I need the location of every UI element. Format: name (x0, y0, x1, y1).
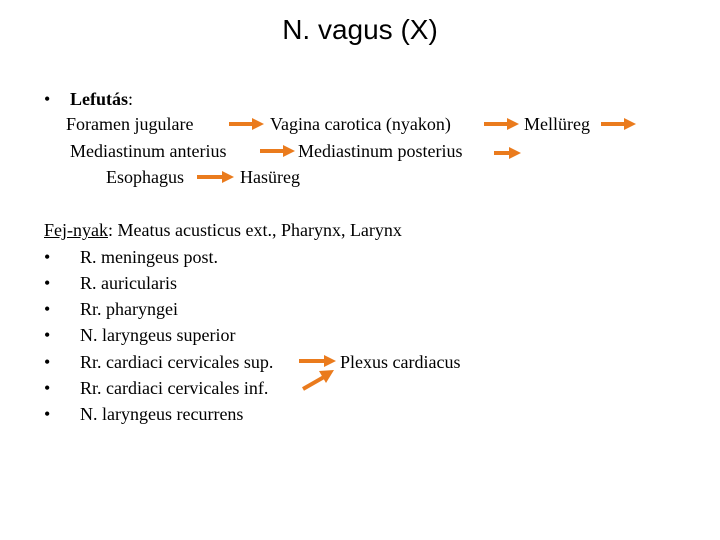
lefutas-label: Lefutás (70, 89, 128, 109)
arrow-right-icon (298, 354, 338, 368)
branch-auricularis: R. auricularis (80, 273, 177, 293)
arrow-right-icon (493, 146, 523, 160)
fejnyak-label: Fej-nyak (44, 220, 108, 240)
route-mediastinum-posterius: Mediastinum posterius (298, 141, 463, 161)
slide-title: N. vagus (X) (282, 14, 438, 45)
lefutas-bullet: • (44, 89, 51, 109)
route-foramen-jugulare: Foramen jugulare (66, 114, 194, 134)
arrow-right-icon (600, 117, 638, 131)
list-bullet: • (44, 247, 51, 267)
route-esophagus: Esophagus (106, 167, 184, 187)
lefutas-colon: : (128, 89, 134, 109)
route-vagina-carotica: Vagina carotica (nyakon) (270, 114, 451, 134)
fejnyak-heading (44, 219, 402, 241)
arrow-right-icon (483, 117, 521, 131)
lefutas-heading (70, 88, 133, 110)
arrow-right-icon (228, 117, 266, 131)
branch-laryngeus-superior: N. laryngeus superior (80, 325, 236, 345)
arrow-right-icon (259, 144, 297, 158)
branch-cardiaci-sup: Rr. cardiaci cervicales sup. (80, 352, 274, 372)
arrow-right-icon (196, 170, 236, 184)
list-bullet: • (44, 325, 51, 345)
route-hasureg: Hasüreg (240, 167, 300, 187)
arrow-diagonal-icon (300, 368, 336, 392)
list-bullet: • (44, 273, 51, 293)
plexus-cardiacus: Plexus cardiacus (340, 352, 461, 372)
branch-laryngeus-recurrens: N. laryngeus recurrens (80, 404, 244, 424)
list-bullet: • (44, 378, 51, 398)
route-mediastinum-anterius: Mediastinum anterius (70, 141, 227, 161)
branch-meningeus: R. meningeus post. (80, 247, 218, 267)
branch-cardiaci-inf: Rr. cardiaci cervicales inf. (80, 378, 269, 398)
list-bullet: • (44, 299, 51, 319)
route-mellureg: Mellüreg (524, 114, 590, 134)
branch-pharyngei: Rr. pharyngei (80, 299, 178, 319)
list-bullet: • (44, 404, 51, 424)
list-bullet: • (44, 352, 51, 372)
fejnyak-rest: : Meatus acusticus ext., Pharynx, Larynx (107, 220, 402, 240)
